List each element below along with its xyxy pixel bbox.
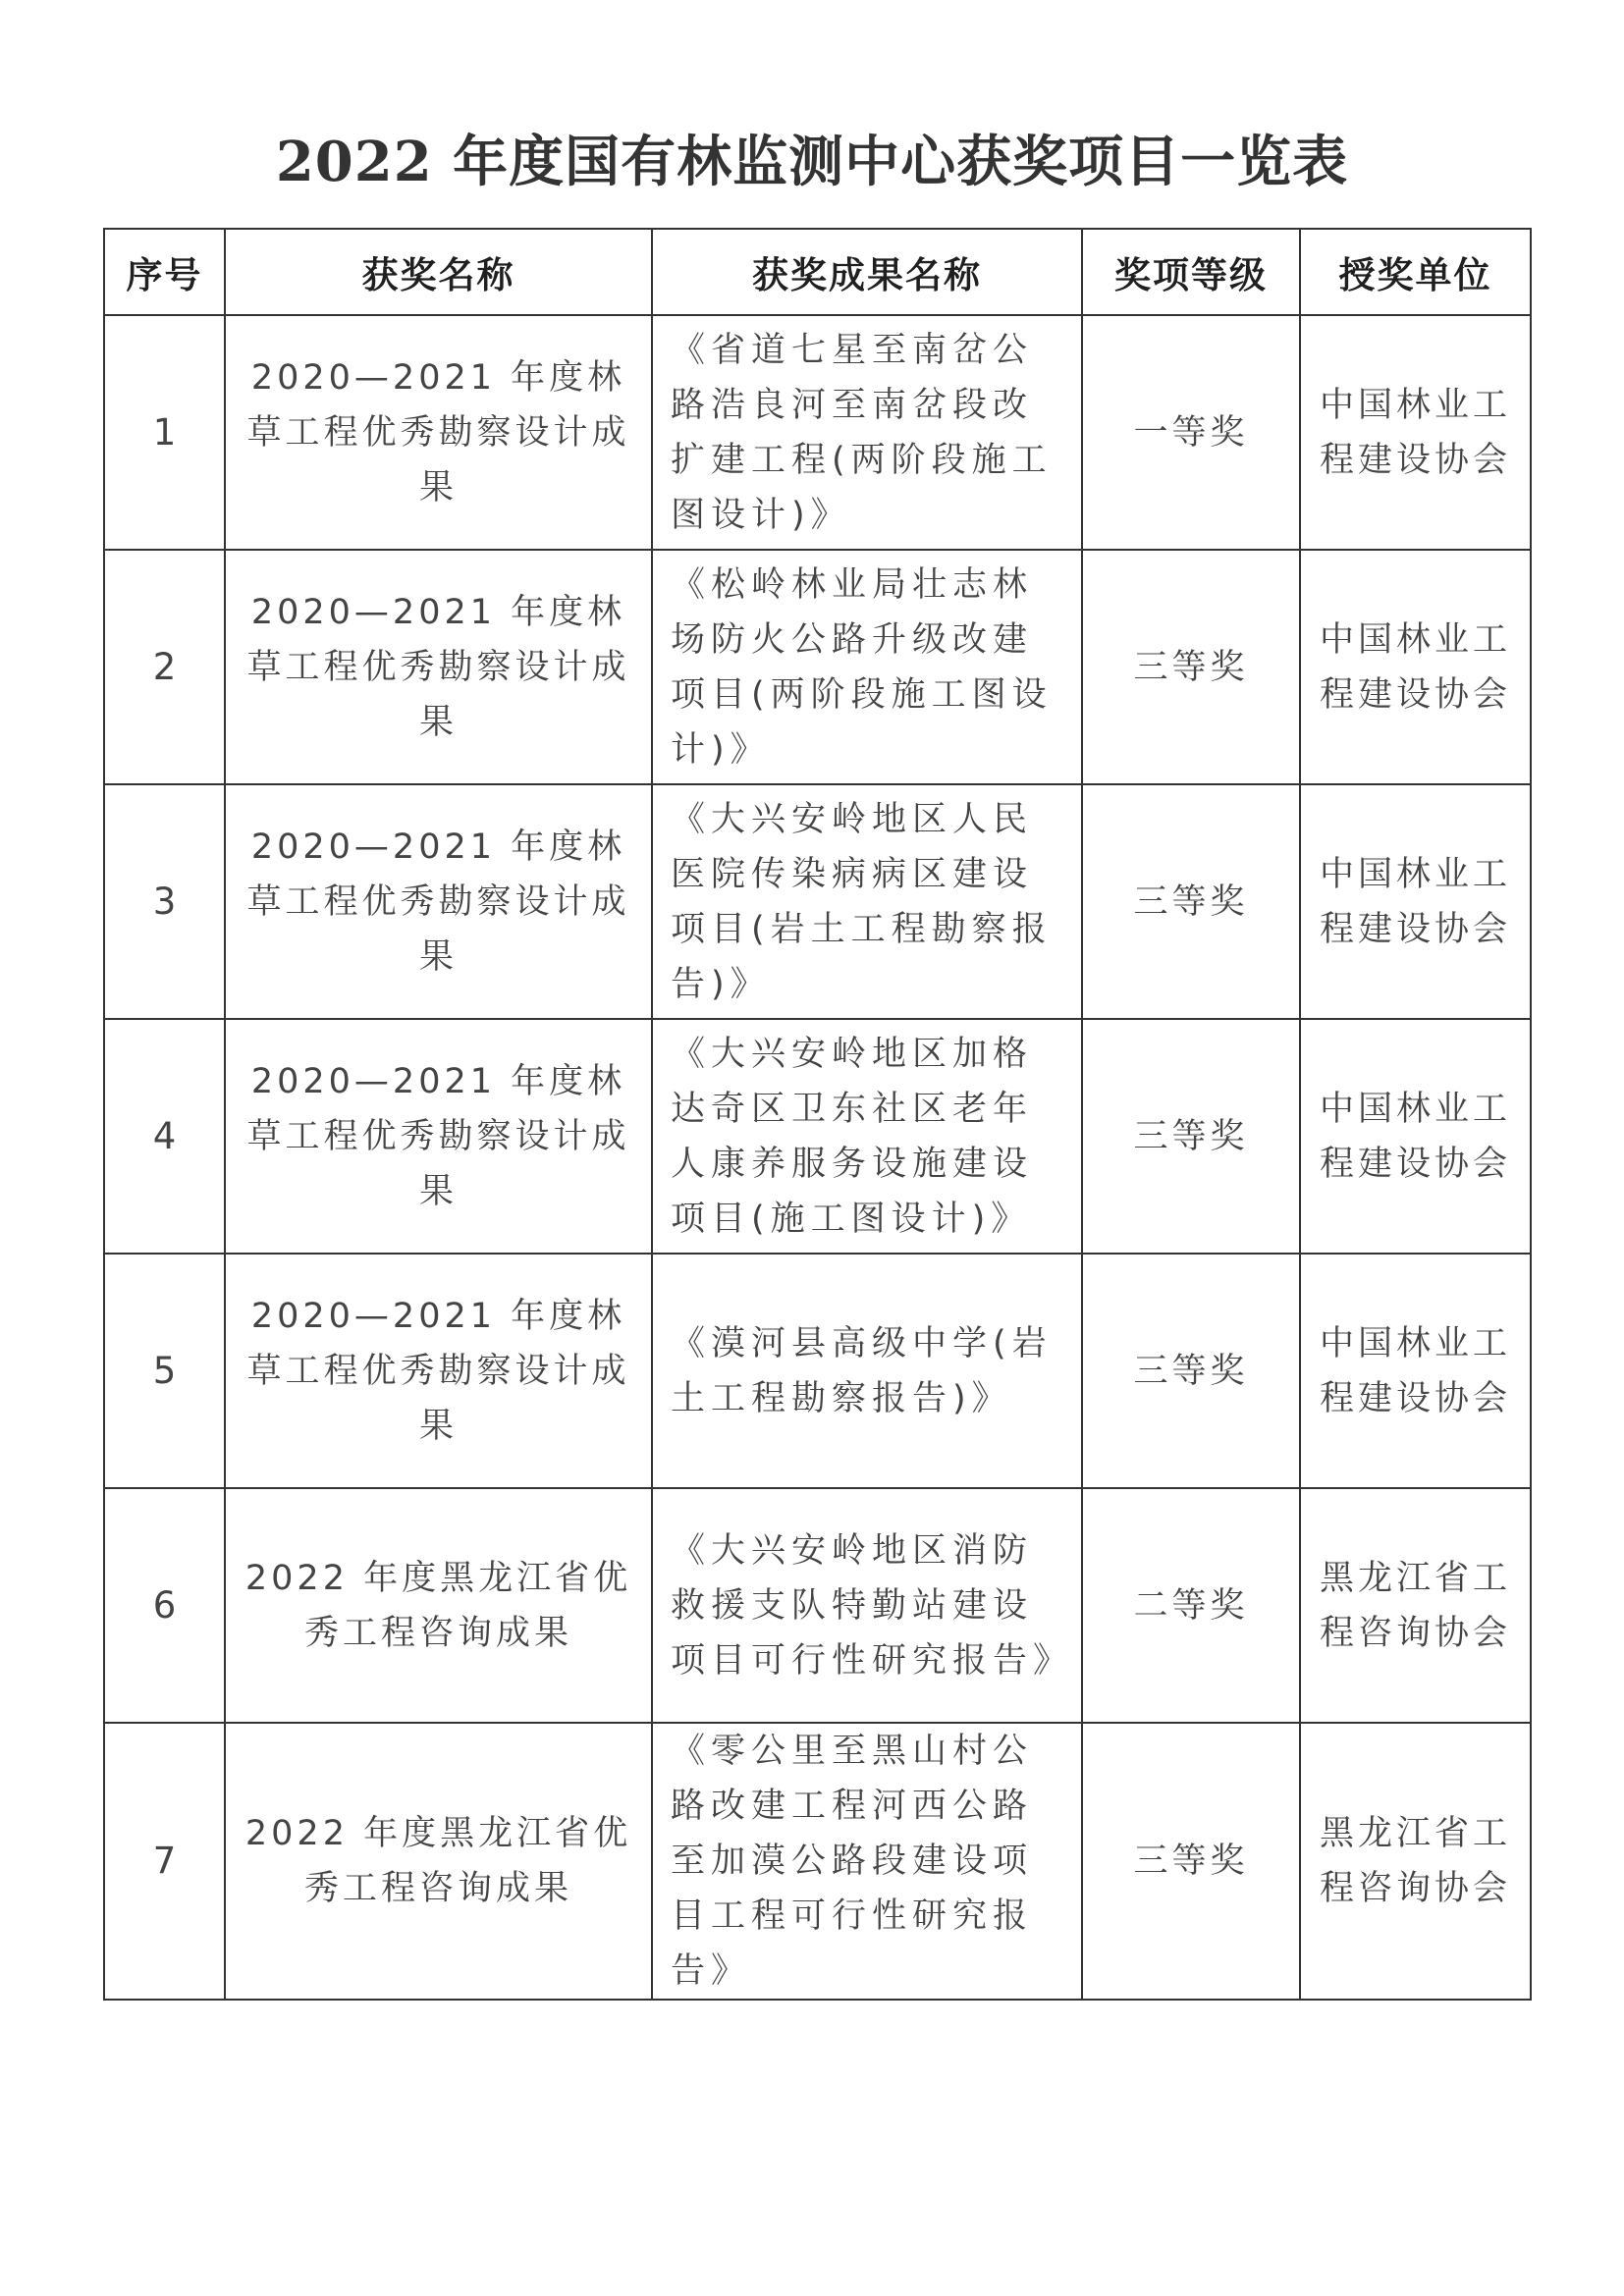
row-number: 4	[104, 1019, 225, 1254]
grade-cell: 一等奖	[1082, 315, 1300, 550]
header-award-name: 获奖名称	[225, 229, 652, 315]
row-number: 5	[104, 1254, 225, 1488]
table-row	[104, 550, 1531, 784]
grade-cell: 三等奖	[1082, 550, 1300, 784]
grade-cell: 三等奖	[1082, 1019, 1300, 1254]
header-grade: 奖项等级	[1082, 229, 1300, 315]
award-name-cell: 2020—2021 年度林草工程优秀勘察设计成果	[225, 784, 652, 1019]
award-name-cell: 2020—2021 年度林草工程优秀勘察设计成果	[225, 550, 652, 784]
result-name-cell: 《松岭林业局壮志林场防火公路升级改建项目(两阶段施工图设计)》	[652, 550, 1082, 784]
table-row	[104, 1019, 1531, 1254]
unit-cell: 黑龙江省工程咨询协会	[1300, 1488, 1531, 1723]
header-result-name: 获奖成果名称	[652, 229, 1082, 315]
row-number: 7	[104, 1723, 225, 2000]
award-name-cell: 2022 年度黑龙江省优秀工程咨询成果	[225, 1488, 652, 1723]
unit-cell: 中国林业工程建设协会	[1300, 784, 1531, 1019]
grade-cell: 三等奖	[1082, 784, 1300, 1019]
result-name-cell: 《零公里至黑山村公路改建工程河西公路至加漠公路段建设项目工程可行性研究报告》	[652, 1723, 1082, 2000]
row-number: 3	[104, 784, 225, 1019]
grade-cell: 三等奖	[1082, 1723, 1300, 2000]
document-title: 2022 年度国有林监测中心获奖项目一览表	[275, 130, 1349, 194]
table-header-row	[104, 229, 1531, 315]
row-number: 6	[104, 1488, 225, 1723]
unit-cell: 黑龙江省工程咨询协会	[1300, 1723, 1531, 2000]
unit-cell: 中国林业工程建设协会	[1300, 1254, 1531, 1488]
grade-cell: 三等奖	[1082, 1254, 1300, 1488]
award-name-cell: 2020—2021 年度林草工程优秀勘察设计成果	[225, 315, 652, 550]
unit-cell: 中国林业工程建设协会	[1300, 550, 1531, 784]
table-row	[104, 1488, 1531, 1723]
award-name-cell: 2020—2021 年度林草工程优秀勘察设计成果	[225, 1254, 652, 1488]
result-name-cell: 《省道七星至南岔公路浩良河至南岔段改扩建工程(两阶段施工图设计)》	[652, 315, 1082, 550]
result-name-cell: 《漠河县高级中学(岩土工程勘察报告)》	[652, 1254, 1082, 1488]
row-number: 2	[104, 550, 225, 784]
grade-cell: 二等奖	[1082, 1488, 1300, 1723]
header-no: 序号	[104, 229, 225, 315]
table-row	[104, 315, 1531, 550]
header-unit: 授奖单位	[1300, 229, 1531, 315]
result-name-cell: 《大兴安岭地区人民医院传染病病区建设项目(岩土工程勘察报告)》	[652, 784, 1082, 1019]
row-number: 1	[104, 315, 225, 550]
table-row	[104, 784, 1531, 1019]
unit-cell: 中国林业工程建设协会	[1300, 315, 1531, 550]
table-row	[104, 1254, 1531, 1488]
table-row	[104, 1723, 1531, 2000]
unit-cell: 中国林业工程建设协会	[1300, 1019, 1531, 1254]
result-name-cell: 《大兴安岭地区加格达奇区卫东社区老年人康养服务设施建设项目(施工图设计)》	[652, 1019, 1082, 1254]
award-name-cell: 2020—2021 年度林草工程优秀勘察设计成果	[225, 1019, 652, 1254]
award-table	[103, 228, 1532, 2001]
award-name-cell: 2022 年度黑龙江省优秀工程咨询成果	[225, 1723, 652, 2000]
result-name-cell: 《大兴安岭地区消防救援支队特勤站建设项目可行性研究报告》	[652, 1488, 1082, 1723]
